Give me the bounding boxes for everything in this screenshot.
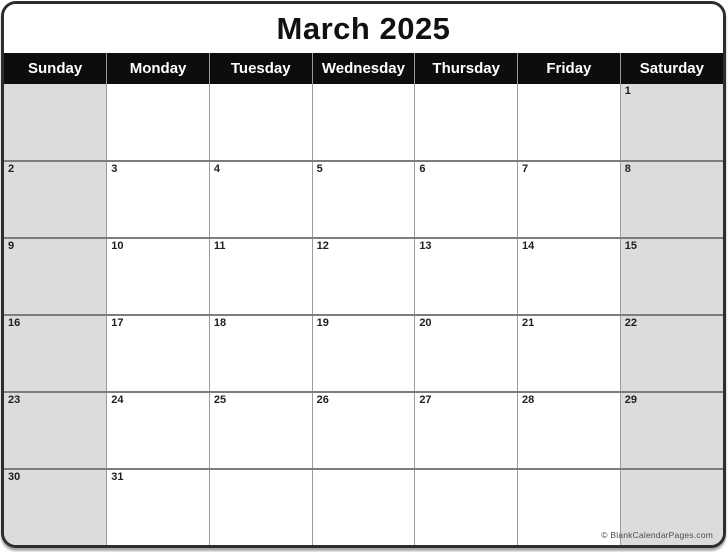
day-cell: 15 (620, 238, 723, 315)
day-cell: 20 (415, 315, 518, 392)
weekday-header-wednesday: Wednesday (312, 53, 415, 84)
day-cell: 22 (620, 315, 723, 392)
weekday-header-saturday: Saturday (620, 53, 723, 84)
day-cell (209, 469, 312, 545)
day-cell: 12 (312, 238, 415, 315)
day-cell: 16 (4, 315, 107, 392)
day-cell (107, 84, 210, 161)
day-cell (518, 84, 621, 161)
calendar-title: March 2025 (276, 10, 451, 46)
day-cell: 31 (107, 469, 210, 545)
week-row (4, 238, 723, 315)
day-cell (312, 469, 415, 545)
calendar-grid (4, 53, 723, 545)
day-cell: 9 (4, 238, 107, 315)
day-cell: 18 (209, 315, 312, 392)
title-bar (4, 4, 723, 53)
day-cell (415, 469, 518, 545)
day-cell: 7 (518, 161, 621, 238)
week-row (4, 84, 723, 161)
day-cell: 10 (107, 238, 210, 315)
day-cell: 21 (518, 315, 621, 392)
weekday-header-thursday: Thursday (415, 53, 518, 84)
day-cell: 26 (312, 392, 415, 469)
week-row (4, 392, 723, 469)
weekday-header-sunday: Sunday (4, 53, 107, 84)
week-row (4, 161, 723, 238)
day-cell: 5 (312, 161, 415, 238)
day-cell: 1 (620, 84, 723, 161)
day-cell (209, 84, 312, 161)
weekday-header-monday: Monday (107, 53, 210, 84)
day-cell: 2 (4, 161, 107, 238)
day-cell: 11 (209, 238, 312, 315)
day-cell: 23 (4, 392, 107, 469)
day-cell: 30 (4, 469, 107, 545)
calendar-sheet (1, 1, 726, 548)
day-cell: 13 (415, 238, 518, 315)
day-cell (4, 84, 107, 161)
weekday-header-tuesday: Tuesday (209, 53, 312, 84)
day-cell: 14 (518, 238, 621, 315)
watermark: © BlankCalendarPages.com (601, 530, 713, 540)
weekday-header-row (4, 53, 723, 84)
day-cell (312, 84, 415, 161)
day-cell: 4 (209, 161, 312, 238)
day-cell: 17 (107, 315, 210, 392)
day-cell: 27 (415, 392, 518, 469)
day-cell: 28 (518, 392, 621, 469)
day-cell: 25 (209, 392, 312, 469)
day-cell: 6 (415, 161, 518, 238)
week-row (4, 315, 723, 392)
weekday-header-friday: Friday (518, 53, 621, 84)
day-cell: 19 (312, 315, 415, 392)
day-cell (415, 84, 518, 161)
day-cell: 29 (620, 392, 723, 469)
day-cell: 24 (107, 392, 210, 469)
day-cell: 8 (620, 161, 723, 238)
day-cell: 3 (107, 161, 210, 238)
